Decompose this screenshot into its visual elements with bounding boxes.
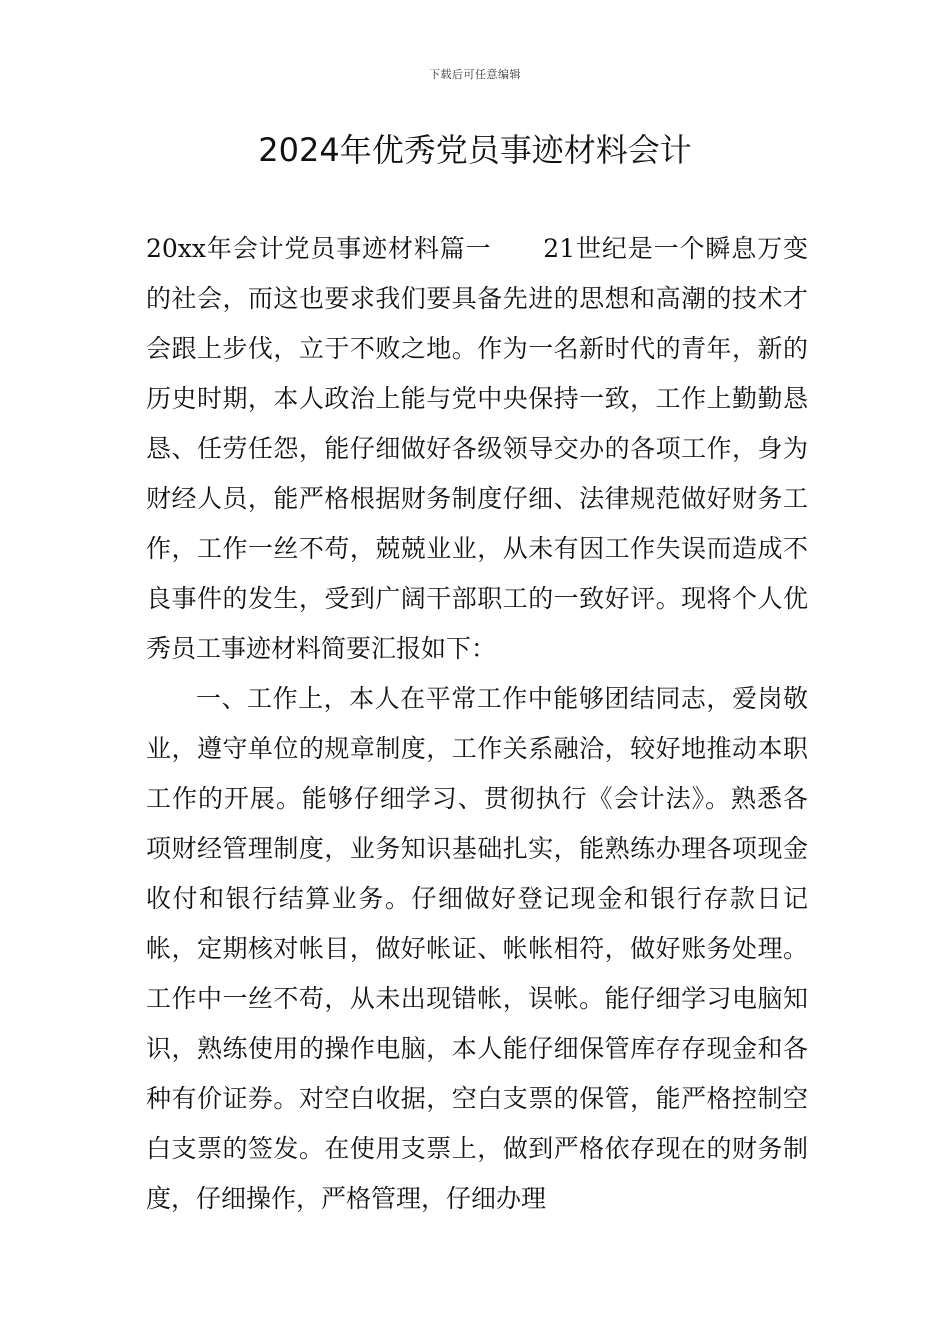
- paragraph-2: 一、工作上，本人在平常工作中能够团结同志，爱岗敬业，遵守单位的规章制度，工作关系融洽，较好地推动本职工作的开展。能够仔细学习、贯彻执行《会计法》。熟悉各项财经管理制度，业务知识基础扎实，能熟练办理各项现金收付和银行结算业务。仔细做好登记现金和银行存款日记帐，定期核对帐目，做好帐证、帐帐相符，做好账务处理。工作中一丝不苟，从未出现错帐，误帐。能仔细学习电脑知识，熟练使用的操作电脑，本人能仔细保管库存存现金和各种有价证券。对空白收据，空白支票的保管，能严格控制空白支票的签发。在使用支票上，做到严格依存现在的财务制度，仔细操作，严格管理，仔细办理: [146, 684, 808, 1213]
- header-note: 下载后可任意编辑: [429, 68, 521, 81]
- document-body: [146, 224, 808, 1224]
- paragraph-1: 20xx年会计党员事迹材料篇一 21世纪是一个瞬息万变的社会，而这也要求我们要具备先进的思想和高潮的技术才会跟上步伐，立于不败之地。作为一名新时代的青年，新的历史时期，本人政治上能与党中央保持一致，工作上勤勤恳恳、任劳任怨，能仔细做好各级领导交办的各项工作，身为财经人员，能严格根据财务制度仔细、法律规范做好财务工作，工作一丝不苟，兢兢业业，从未有因工作失误而造成不良事件的发生，受到广阔干部职工的一致好评。现将个人优秀员工事迹材料简要汇报如下：: [146, 234, 808, 663]
- document-title: 2024年优秀党员事迹材料会计: [258, 131, 692, 169]
